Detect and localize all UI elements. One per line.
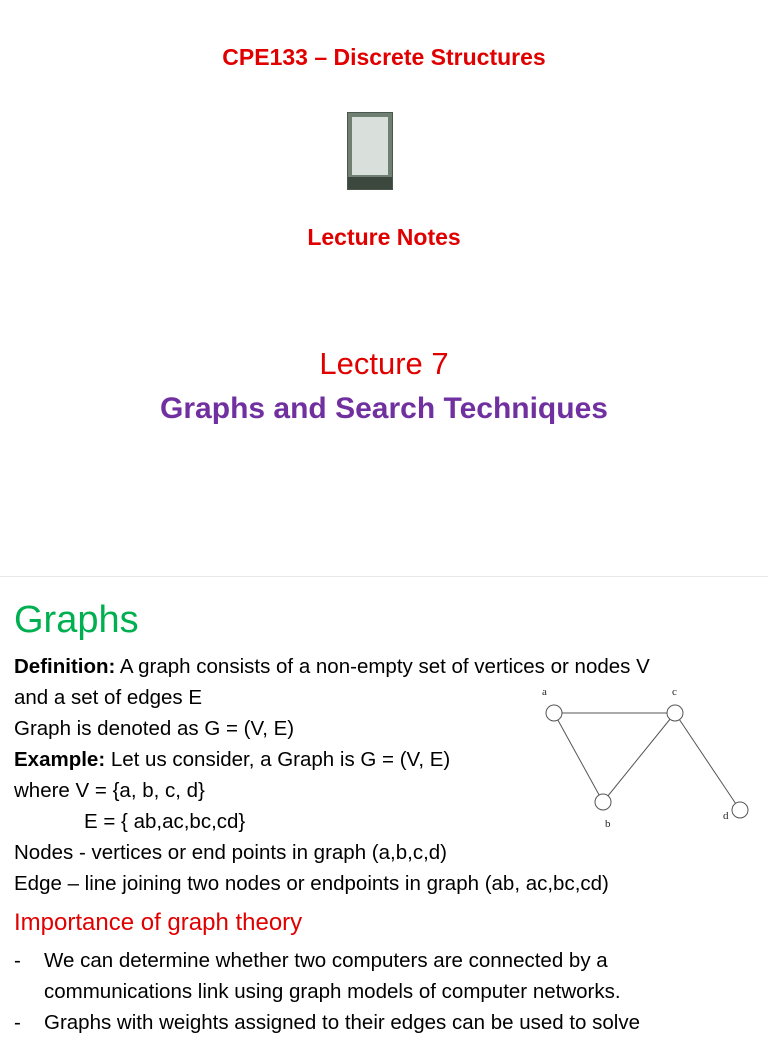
example-graph-diagram	[520, 677, 760, 837]
list-item	[14, 976, 754, 1007]
bullet-dash	[14, 976, 44, 1007]
logo-caption-band	[348, 177, 392, 189]
edge-definition-line: Edge – line joining two nodes or endpoints in graph (ab, ac,bc,cd)	[14, 872, 609, 895]
graph-node-label-d: d	[723, 810, 729, 822]
nodes-line: Nodes - vertices or end points in graph (a,b,c,d)	[14, 841, 447, 864]
example-label: Example:	[14, 748, 106, 771]
graph-node-a	[546, 705, 562, 721]
definition-line-2: and a set of edges E	[14, 686, 203, 709]
content-slide	[0, 577, 768, 1034]
lecture-number: Lecture 7	[319, 346, 449, 381]
graph-node-label-c: c	[672, 686, 677, 698]
example-text: Let us consider, a Graph is G = (V, E)	[105, 748, 451, 771]
graph-nodes	[542, 686, 748, 830]
graph-node-b	[595, 794, 611, 810]
university-logo	[347, 112, 393, 190]
graph-edges	[554, 713, 740, 810]
graph-edge-ab	[554, 713, 603, 802]
graph-node-d	[732, 802, 748, 818]
graph-node-c	[667, 705, 683, 721]
slide-heading: Graphs	[14, 599, 139, 641]
denoted-line: Graph is denoted as G = (V, E)	[14, 717, 295, 740]
lecture-title: Graphs and Search Techniques	[160, 392, 608, 425]
importance-heading: Importance of graph theory	[14, 909, 303, 936]
bullet-dash: -	[14, 949, 21, 972]
bullet-text: Graphs with weights assigned to their edges can be used to solve	[44, 1011, 640, 1034]
logo-emblem	[352, 117, 388, 175]
definition-label: Definition:	[14, 655, 116, 678]
list-item	[14, 945, 754, 976]
course-title: CPE133 – Discrete Structures	[222, 44, 546, 70]
graph-node-label-b: b	[605, 818, 611, 830]
graph-edge-cb	[603, 713, 675, 802]
lecture-notes-label: Lecture Notes	[307, 224, 461, 250]
bullet-text: We can determine whether two computers are connected by a	[44, 949, 608, 972]
bullet-text: communications link using graph models of computer networks.	[44, 980, 621, 1003]
vertices-line: where V = {a, b, c, d}	[14, 779, 205, 802]
graph-node-label-a: a	[542, 686, 547, 698]
graph-edge-cd	[675, 713, 740, 810]
bullet-dash: -	[14, 1011, 21, 1034]
definition-text: A graph consists of a non-empty set of vertices or nodes V	[115, 655, 650, 678]
importance-list	[14, 945, 754, 1038]
edges-line: E = { ab,ac,bc,cd}	[84, 810, 246, 833]
list-item	[14, 1007, 754, 1038]
